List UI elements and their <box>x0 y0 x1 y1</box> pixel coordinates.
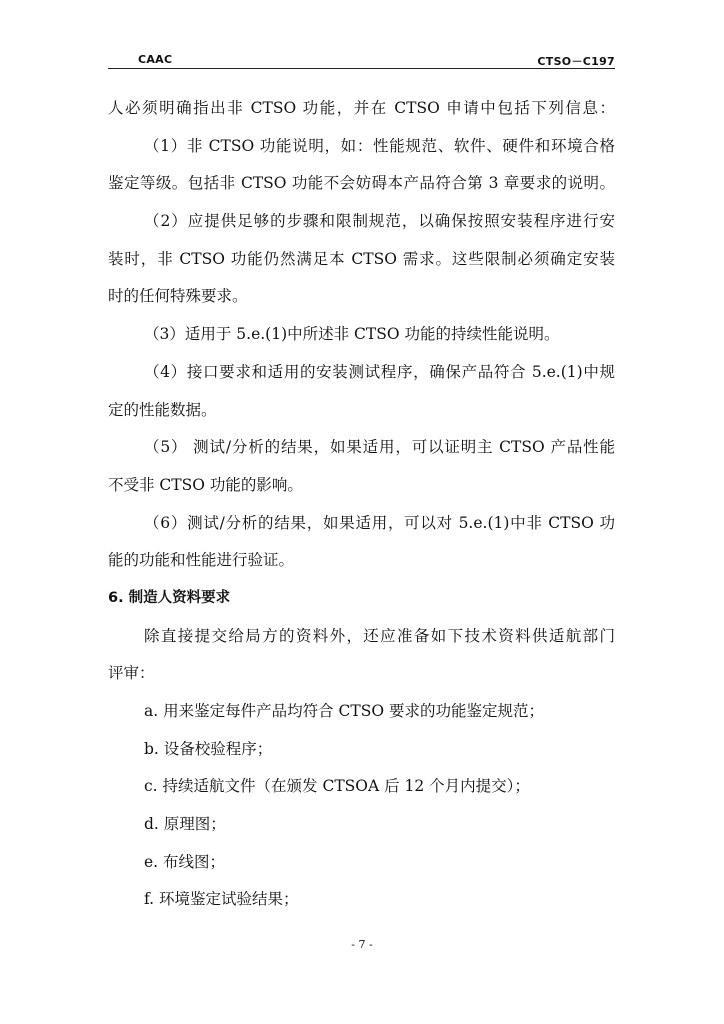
body-line: 能的功能和性能进行验证。 <box>108 551 295 570</box>
body-line: 除直接提交给局方的资料外，还应准备如下技术资料供适航部门 <box>144 626 615 645</box>
list-item: d. 原理图； <box>144 815 226 834</box>
body-line: 定的性能数据。 <box>108 400 217 419</box>
body-line: （4）接口要求和适用的安装测试程序，确保产品符合 5.e.(1)中规 <box>144 362 615 381</box>
body-line: 时的任何特殊要求。 <box>108 287 248 306</box>
page-number: - 7 - <box>351 938 373 951</box>
body-line: 装时，非 CTSO 功能仍然满足本 CTSO 需求。这些限制必须确定安装 <box>108 249 615 268</box>
section-heading: 6. 制造人资料要求 <box>108 589 231 606</box>
header-doc-id: CTSO－C197 <box>537 55 615 68</box>
body-line: 人必须明确指出非 CTSO 功能，并在 CTSO 申请中包括下列信息： <box>108 99 615 117</box>
list-item: b. 设备校验程序； <box>144 739 273 758</box>
body-line: 不受非 CTSO 功能的影响。 <box>108 475 303 494</box>
body-line: （1）非 CTSO 功能说明，如：性能规范、软件、硬件和环境合格 <box>144 136 615 155</box>
page-header <box>108 50 615 69</box>
body-line: （5） 测试/分析的结果，如果适用，可以证明主 CTSO 产品性能 <box>144 438 615 457</box>
body-line: 鉴定等级。包括非 CTSO 功能不会妨碍本产品符合第 3 章要求的说明。 <box>108 174 615 193</box>
body-line: （3）适用于 5.e.(1)中所述非 CTSO 功能的持续性能说明。 <box>144 325 560 344</box>
list-item: c. 持续适航文件（在颁发 CTSOA 后 12 个月内提交）； <box>144 777 530 796</box>
list-item: a. 用来鉴定每件产品均符合 CTSO 要求的功能鉴定规范； <box>144 702 544 720</box>
body-line: （6）测试/分析的结果，如果适用，可以对 5.e.(1)中非 CTSO 功 <box>144 513 615 532</box>
list-item: e. 布线图； <box>144 852 226 871</box>
document-body <box>108 90 615 919</box>
body-line: 评审： <box>108 664 155 683</box>
header-caac: CAAC <box>138 53 173 66</box>
list-item: f. 环境鉴定试验结果； <box>144 890 299 909</box>
body-line: （2）应提供足够的步骤和限制规范，以确保按照安装程序进行安 <box>144 212 615 231</box>
